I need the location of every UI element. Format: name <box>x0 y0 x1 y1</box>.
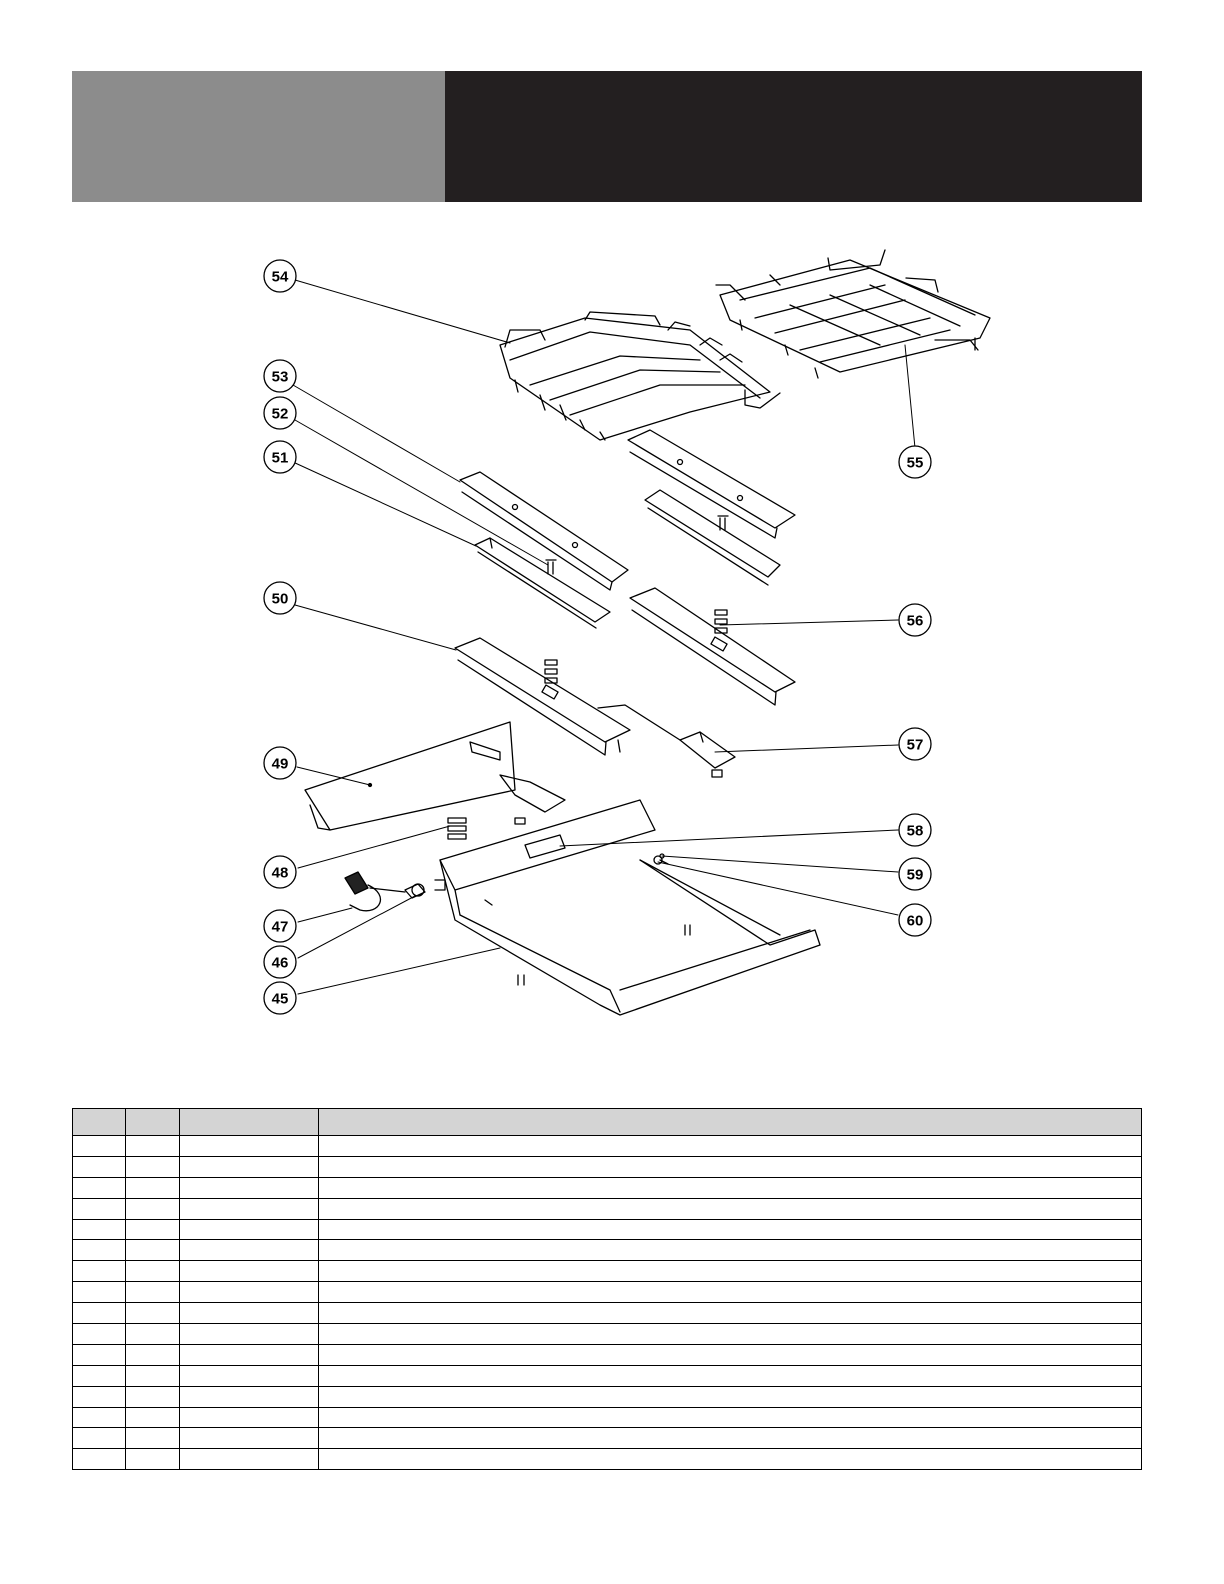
table-cell <box>180 1324 319 1345</box>
table-cell <box>73 1282 126 1303</box>
table-cell <box>180 1177 319 1198</box>
table-body <box>73 1136 1142 1470</box>
table-cell <box>319 1219 1142 1240</box>
table-cell <box>126 1219 180 1240</box>
table-cell <box>319 1324 1142 1345</box>
parts-list-table <box>72 1108 1142 1470</box>
table-cell <box>73 1156 126 1177</box>
table-row <box>73 1344 1142 1365</box>
part-54-wire-rack <box>500 312 780 440</box>
table-cell <box>319 1177 1142 1198</box>
table-cell <box>73 1428 126 1449</box>
callout-59 <box>899 858 931 890</box>
table-cell <box>180 1344 319 1365</box>
table-cell <box>126 1344 180 1365</box>
table-cell <box>126 1386 180 1407</box>
callout-54-label: 54 <box>271 268 289 286</box>
callout-54 <box>264 260 296 292</box>
table-cell <box>180 1386 319 1407</box>
callout-51 <box>264 441 296 473</box>
table-header-row <box>73 1109 1142 1136</box>
table-cell <box>126 1177 180 1198</box>
table-cell <box>319 1428 1142 1449</box>
part-47-power-cord <box>345 872 405 911</box>
callout-53-label: 53 <box>271 368 289 386</box>
callout-45 <box>264 982 296 1014</box>
part-51b-bracket <box>645 490 780 585</box>
table-cell <box>126 1156 180 1177</box>
callout-55-label: 55 <box>906 454 924 472</box>
callout-57 <box>899 728 931 760</box>
table-cell <box>73 1303 126 1324</box>
table-row <box>73 1156 1142 1177</box>
table-cell <box>319 1136 1142 1157</box>
table-row <box>73 1282 1142 1303</box>
callout-45-label: 45 <box>271 990 289 1008</box>
column-header <box>180 1109 319 1136</box>
table-cell <box>180 1282 319 1303</box>
table-cell <box>73 1240 126 1261</box>
column-header <box>126 1109 180 1136</box>
table-cell <box>126 1198 180 1219</box>
part-49-panel <box>305 722 565 830</box>
table-cell <box>73 1261 126 1282</box>
table-cell <box>180 1198 319 1219</box>
table-row <box>73 1303 1142 1324</box>
table-row <box>73 1261 1142 1282</box>
table-row <box>73 1219 1142 1240</box>
table-cell <box>180 1261 319 1282</box>
callout-58-label: 58 <box>906 822 924 840</box>
table-cell <box>73 1219 126 1240</box>
table-cell <box>126 1407 180 1428</box>
table-cell <box>319 1240 1142 1261</box>
table-cell <box>319 1365 1142 1386</box>
table-cell <box>180 1219 319 1240</box>
part-45-base-tray <box>435 800 820 1015</box>
table-cell <box>180 1449 319 1470</box>
callout-46-label: 46 <box>271 954 289 972</box>
table-cell <box>319 1198 1142 1219</box>
table-cell <box>73 1449 126 1470</box>
table-cell <box>126 1365 180 1386</box>
table-row <box>73 1240 1142 1261</box>
table-cell <box>180 1407 319 1428</box>
callout-51-label: 51 <box>271 449 289 467</box>
table-row <box>73 1428 1142 1449</box>
table-cell <box>180 1156 319 1177</box>
table-cell <box>126 1449 180 1470</box>
callout-48 <box>264 856 296 888</box>
table-cell <box>126 1240 180 1261</box>
table-cell <box>126 1303 180 1324</box>
table-cell <box>126 1261 180 1282</box>
table-row <box>73 1198 1142 1219</box>
callout-56 <box>899 604 931 636</box>
part-50-u-channel <box>455 638 630 755</box>
part-53-channel <box>460 472 628 590</box>
table-cell <box>180 1303 319 1324</box>
callout-47-label: 47 <box>271 918 289 936</box>
callout-60-label: 60 <box>906 912 924 930</box>
column-header <box>319 1109 1142 1136</box>
table-cell <box>73 1136 126 1157</box>
callout-50-label: 50 <box>271 590 289 608</box>
table-cell <box>73 1177 126 1198</box>
table-row <box>73 1177 1142 1198</box>
table-cell <box>126 1282 180 1303</box>
table-row <box>73 1386 1142 1407</box>
table-cell <box>73 1198 126 1219</box>
table-cell <box>126 1324 180 1345</box>
table-cell <box>319 1303 1142 1324</box>
part-55-wire-rack <box>716 250 990 378</box>
callout-57-label: 57 <box>906 736 924 754</box>
callout-52 <box>264 397 296 429</box>
table-cell <box>180 1428 319 1449</box>
callout-46 <box>264 946 296 978</box>
table-cell <box>73 1407 126 1428</box>
callout-48-label: 48 <box>271 864 289 882</box>
table-cell <box>73 1386 126 1407</box>
table-cell <box>126 1136 180 1157</box>
callout-49 <box>264 747 296 779</box>
table-row <box>73 1365 1142 1386</box>
table-cell <box>180 1136 319 1157</box>
table-cell <box>180 1240 319 1261</box>
callout-53 <box>264 360 296 392</box>
part-51-bracket <box>475 538 610 628</box>
table-cell <box>319 1261 1142 1282</box>
table-cell <box>319 1449 1142 1470</box>
table-cell <box>73 1324 126 1345</box>
table-cell <box>319 1156 1142 1177</box>
table-row <box>73 1449 1142 1470</box>
table-row <box>73 1136 1142 1157</box>
table-cell <box>73 1344 126 1365</box>
part-48-clips <box>448 818 466 839</box>
table-cell <box>319 1344 1142 1365</box>
table-cell <box>319 1407 1142 1428</box>
table-cell <box>319 1386 1142 1407</box>
table-cell <box>73 1365 126 1386</box>
part-56-clips <box>545 610 727 683</box>
callout-49-label: 49 <box>271 755 289 773</box>
table-cell <box>319 1282 1142 1303</box>
callout-60 <box>899 904 931 936</box>
part-50b-u-channel <box>630 588 795 705</box>
callout-56-label: 56 <box>906 612 924 630</box>
table-row <box>73 1407 1142 1428</box>
callout-58 <box>899 814 931 846</box>
callout-50 <box>264 582 296 614</box>
table-row <box>73 1324 1142 1345</box>
table-cell <box>126 1428 180 1449</box>
leader-lines <box>293 280 915 994</box>
callout-47 <box>264 910 296 942</box>
table-cell <box>180 1365 319 1386</box>
callout-52-label: 52 <box>271 405 289 423</box>
callout-59-label: 59 <box>906 866 924 884</box>
column-header <box>73 1109 126 1136</box>
callout-55 <box>899 446 931 478</box>
